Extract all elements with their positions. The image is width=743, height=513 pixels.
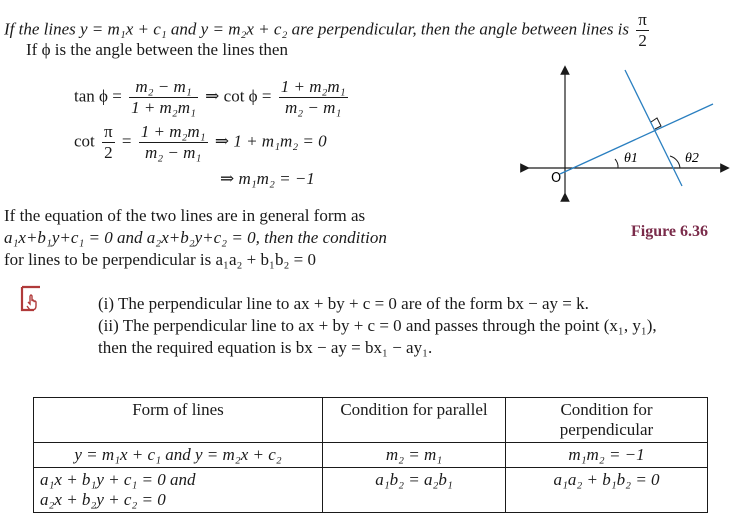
cot2-denominator: m₂ − m₁ <box>139 142 208 163</box>
tan-denominator: 1 + m₂m₁ <box>131 98 196 117</box>
tan-lhs: tan ϕ = <box>74 86 122 106</box>
row2-parallel: a₁b₂ = a₂b₁ <box>323 468 506 513</box>
row1-parallel: m₂ = m₁ <box>323 443 506 468</box>
row1-perpendicular: m₁m₂ = −1 <box>506 443 708 468</box>
tan-fraction <box>129 77 198 118</box>
cot-pi-equation <box>74 122 327 163</box>
figure-caption: Figure 6.36 <box>631 223 709 240</box>
note-1: (i) The perpendicular line to ax + by + c = 0 are of the form bx − ay = k. <box>98 294 589 313</box>
table-row <box>34 468 708 513</box>
row1-form: y = m₁x + c₁ and y = m₂x + c₂ <box>34 443 323 468</box>
theta1-label: θ1 <box>624 151 638 166</box>
cot2-two: 2 <box>102 142 115 163</box>
cot-fraction <box>279 77 348 118</box>
theta1-arc <box>615 159 618 168</box>
pi-over-two <box>636 10 649 51</box>
cot2-lhs: cot <box>74 131 95 151</box>
cot-denominator: m₂ − m₁ <box>279 97 348 118</box>
general-line2: a₁x+b₁y+c₁ = 0 and a₂x+b₂y+c₂ = 0, then the condition <box>4 228 387 247</box>
header-form: Form of lines <box>34 398 323 443</box>
cot2-fraction <box>139 122 208 163</box>
row2-form <box>34 468 323 513</box>
theta2-arc <box>670 156 680 168</box>
cot-numerator: 1 + m₂m₁ <box>280 77 346 96</box>
two-denominator: 2 <box>636 30 649 51</box>
perpendicular-lines-figure <box>515 62 740 202</box>
tan-equation <box>74 77 351 118</box>
cot2-eq: = <box>121 131 132 151</box>
hand-pointer-icon <box>18 284 48 314</box>
pi-numerator: π <box>638 10 647 29</box>
tan-numerator: m₂ − m₁ <box>135 77 192 96</box>
table-row <box>34 443 708 468</box>
result1: ⇒ 1 + m₁m₂ = 0 <box>214 131 327 151</box>
general-line1: If the equation of the two lines are in general form as <box>4 206 366 225</box>
row2-form-line1: a₁x + b₁y + c₁ = 0 and <box>40 470 196 489</box>
cot2-numerator: 1 + m₂m₁ <box>140 122 206 141</box>
intro-line2: If ϕ is the angle between the lines then <box>26 40 288 59</box>
theta2-label: θ2 <box>685 151 699 166</box>
row2-form-line2: a₂x + b₂y + c₂ = 0 <box>40 490 166 509</box>
row2-perpendicular: a₁a₂ + b₁b₂ = 0 <box>506 468 708 513</box>
cot2-pi: π <box>104 122 113 141</box>
cot-lhs: ⇒ cot ϕ = <box>205 86 272 106</box>
note-2: (ii) The perpendicular line to ax + by + c = 0 and passes through the point (x₁, y₁), <box>98 316 657 335</box>
table-header-row <box>34 398 708 443</box>
intro-line1: If the lines y = m₁x + c₁ and y = m₂x + c₂ are perpendicular, then the angle between lines is <box>4 19 630 39</box>
line-two <box>625 70 682 186</box>
cot2-pi-fraction <box>102 122 115 163</box>
conditions-table <box>33 397 708 513</box>
note-3: then the required equation is bx − ay = bx₁ − ay₁. <box>98 338 433 357</box>
header-perpendicular: Condition for perpendicular <box>506 398 708 443</box>
origin-label: O <box>551 171 562 186</box>
header-parallel: Condition for parallel <box>323 398 506 443</box>
result2: ⇒ m₁m₂ = −1 <box>220 169 315 188</box>
general-line3: for lines to be perpendicular is a₁a₂ + b₁b₂ = 0 <box>4 250 316 269</box>
